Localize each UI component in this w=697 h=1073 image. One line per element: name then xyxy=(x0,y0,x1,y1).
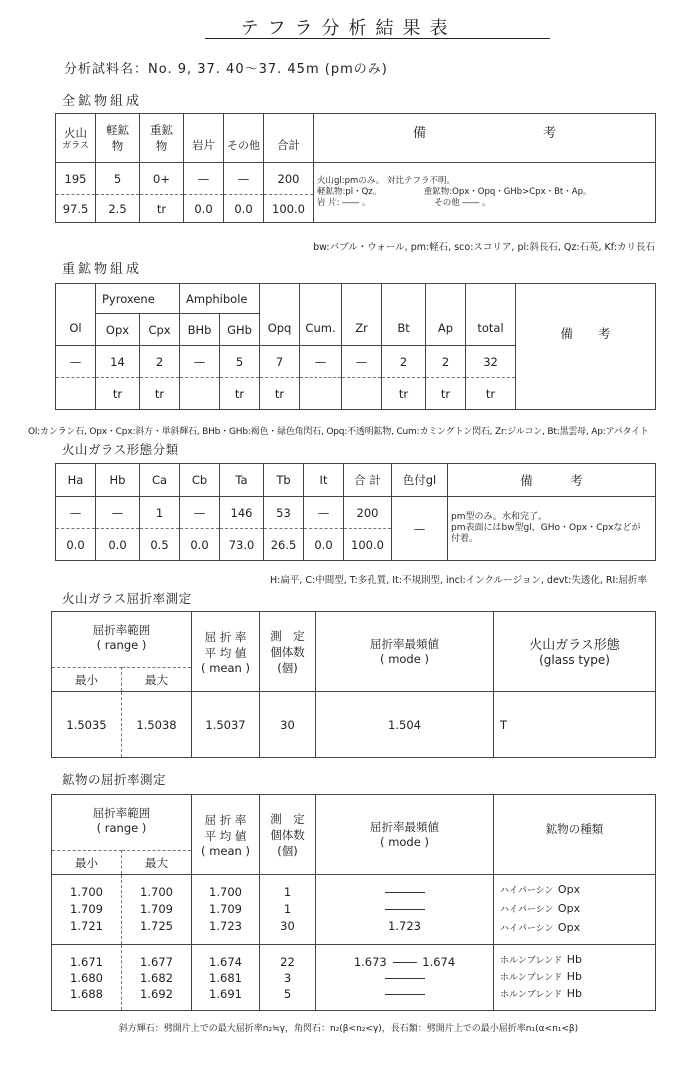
header-cb: Cb xyxy=(180,464,220,497)
cell: 2 xyxy=(426,346,466,378)
remarks-cell xyxy=(448,497,656,561)
legend-total-mineral: bw:バブル・ウォール, pm:軽石, sco:スコリア, pl:斜長石, Qz:石英, Kf:カリ長石 xyxy=(313,242,655,253)
header-colored-glass: 色付gl xyxy=(392,464,448,497)
cell xyxy=(342,378,382,410)
header-mode: 屈折率最頻値 ( mode ) xyxy=(316,795,494,875)
cell: 0.0 xyxy=(56,529,96,561)
cell: — xyxy=(300,346,342,378)
header-ap: Ap xyxy=(426,284,466,346)
header-ol: Ol xyxy=(56,284,96,346)
header-ca: Ca xyxy=(140,464,180,497)
header-max: 最大 xyxy=(122,851,192,875)
sample-label: 分析試料名：No. 9, 37. 40〜37. 45m (pmのみ) xyxy=(64,62,388,77)
cell: — xyxy=(96,497,140,529)
heavy-mineral-table xyxy=(55,283,656,410)
header-mean: 屈 折 率 平 均 値 ( mean ) xyxy=(192,612,260,692)
header-bhb: BHb xyxy=(180,314,220,346)
remark-line: pm型のみ。水和完了。 xyxy=(451,512,548,522)
header-bt: Bt xyxy=(382,284,426,346)
cell: 5 xyxy=(220,346,260,378)
cell-group1-count: 1 1 30 xyxy=(260,875,316,945)
cell-group2-kind: ホルンブレンド Hb ホルンブレンド Hb ホルンブレンド Hb xyxy=(494,945,656,1011)
header-mineral-kind: 鉱物の種類 xyxy=(494,795,656,875)
cell: 100.0 xyxy=(264,195,314,223)
header-cpx: Cpx xyxy=(140,314,180,346)
total-mineral-table xyxy=(55,113,656,223)
cell: 0.0 xyxy=(224,195,264,223)
cell: 146 xyxy=(220,497,264,529)
header-mode: 屈折率最頻値 ( mode ) xyxy=(316,612,494,692)
section-heading-glass-morphology: 火山ガラス形態分類 xyxy=(62,442,179,457)
cell-group1-mode: 1.723 xyxy=(316,875,494,945)
header-cum: Cum. xyxy=(300,284,342,346)
header-range: 屈折率範囲 ( range ) xyxy=(52,795,192,851)
glass-ri-table xyxy=(51,611,656,758)
header-range: 屈折率範囲 ( range ) xyxy=(52,612,192,668)
legend-glass-morphology: H:扁平, C:中間型, T:多孔質, It:不規則型, incl:インクルージョン, devt:失透化, RI:屈折率 xyxy=(270,575,647,586)
cell: 73.0 xyxy=(220,529,264,561)
remarks-cell xyxy=(314,163,656,223)
cell: tr xyxy=(466,378,516,410)
header-heavy-mineral: 重鉱 物 xyxy=(140,114,184,163)
cell-group1-min: 1.700 1.709 1.721 xyxy=(52,875,122,945)
header-hb: Hb xyxy=(96,464,140,497)
cell xyxy=(56,378,96,410)
cell: — xyxy=(56,497,96,529)
cell: — xyxy=(180,346,220,378)
cell-group1-kind: ハイパーシン Opx ハイパーシン Opx ハイパーシン Opx xyxy=(494,875,656,945)
cell: 5 xyxy=(96,163,140,195)
header-remarks: 備 考 xyxy=(448,464,656,497)
cell: — xyxy=(304,497,344,529)
cell-group2-mean: 1.674 1.681 1.691 xyxy=(192,945,260,1011)
cell: 100.0 xyxy=(344,529,392,561)
cell: tr xyxy=(426,378,466,410)
page-title: テフラ分析結果表 xyxy=(240,18,457,39)
section-heading-heavy-mineral: 重鉱物組成 xyxy=(62,262,143,277)
cell-group2-count: 22 3 5 xyxy=(260,945,316,1011)
section-heading-total-mineral: 全鉱物組成 xyxy=(62,94,143,109)
section-heading-mineral-ri: 鉱物の屈折率測定 xyxy=(62,772,167,787)
remark-line: 付着。 xyxy=(451,534,479,544)
cell: — xyxy=(224,163,264,195)
cell: 1.5035 xyxy=(52,692,122,758)
header-it: It xyxy=(304,464,344,497)
header-total: 合計 xyxy=(264,114,314,163)
header-total: total xyxy=(466,284,516,346)
header-zr: Zr xyxy=(342,284,382,346)
cell: T xyxy=(494,692,656,758)
cell: 1.504 xyxy=(316,692,494,758)
section-heading-glass-ri: 火山ガラス屈折率測定 xyxy=(62,591,192,606)
remark-line: 岩 片: ―― 。 その他 ―― 。 xyxy=(317,198,491,208)
header-glass-type: 火山ガラス形態 (glass type) xyxy=(494,612,656,692)
header-light-mineral: 軽鉱 物 xyxy=(96,114,140,163)
cell: 2.5 xyxy=(96,195,140,223)
cell-group2-min: 1.671 1.680 1.688 xyxy=(52,945,122,1011)
header-count: 測 定 個体数 (個) xyxy=(260,795,316,875)
cell: 200 xyxy=(264,163,314,195)
remark-line: 軽鉱物:pl・Qz。 重鉱物:Opx・Opq・GHb>Cpx・Bt・Ap。 xyxy=(317,187,592,197)
cell: tr xyxy=(260,378,300,410)
cell: 2 xyxy=(382,346,426,378)
cell: tr xyxy=(96,378,140,410)
cell: 7 xyxy=(260,346,300,378)
header-max: 最大 xyxy=(122,668,192,692)
cell: 32 xyxy=(466,346,516,378)
cell: 0.0 xyxy=(180,529,220,561)
cell: — xyxy=(184,163,224,195)
group-pyroxene: Pyroxene xyxy=(96,284,180,314)
cell: 53 xyxy=(264,497,304,529)
cell: tr xyxy=(140,378,180,410)
header-ta: Ta xyxy=(220,464,264,497)
colored-glass-cell: — xyxy=(392,497,448,561)
cell: 0.5 xyxy=(140,529,180,561)
cell: 0+ xyxy=(140,163,184,195)
cell: tr xyxy=(220,378,260,410)
cell: — xyxy=(56,346,96,378)
cell: 0.0 xyxy=(96,529,140,561)
cell: 97.5 xyxy=(56,195,96,223)
cell: 0.0 xyxy=(304,529,344,561)
cell: tr xyxy=(140,195,184,223)
cell xyxy=(180,378,220,410)
header-volcanic-glass: 火山 ガラス xyxy=(56,114,96,163)
header-mean: 屈 折 率 平 均 値 ( mean ) xyxy=(192,795,260,875)
header-opx: Opx xyxy=(96,314,140,346)
cell: — xyxy=(180,497,220,529)
header-rock-fragment: 岩片 xyxy=(184,114,224,163)
cell xyxy=(300,378,342,410)
cell: 0.0 xyxy=(184,195,224,223)
cell: 1.5038 xyxy=(122,692,192,758)
header-min: 最小 xyxy=(52,851,122,875)
cell: tr xyxy=(382,378,426,410)
remark-line: pm表面にはbw型gl，GHo・Opx・Cpxなどが xyxy=(451,523,641,533)
header-ha: Ha xyxy=(56,464,96,497)
legend-heavy-mineral: Ol:カンラン石, Opx・Cpx:斜方・単斜輝石, BHb・GHb:褐色・緑色角閃石, Opq:不透明鉱物, Cum:カミングトン閃石, Zr:ジルコン, Bt:黒雲母, Ap:アパタイト xyxy=(28,427,649,437)
cell-group2-mode: 1.673 1.674 xyxy=(316,945,494,1011)
header-remarks: 備 考 xyxy=(314,114,656,163)
header-opq: Opq xyxy=(260,284,300,346)
glass-morphology-table xyxy=(55,463,656,561)
cell: 1 xyxy=(140,497,180,529)
cell-group2-max: 1.677 1.682 1.692 xyxy=(122,945,192,1011)
cell: 200 xyxy=(344,497,392,529)
cell-group1-mean: 1.700 1.709 1.723 xyxy=(192,875,260,945)
cell: 195 xyxy=(56,163,96,195)
header-tb: Tb xyxy=(264,464,304,497)
cell: 26.5 xyxy=(264,529,304,561)
cell-group1-max: 1.700 1.709 1.725 xyxy=(122,875,192,945)
cell: 2 xyxy=(140,346,180,378)
header-ghb: GHb xyxy=(220,314,260,346)
group-amphibole: Amphibole xyxy=(180,284,260,314)
header-count: 測 定 個体数 (個) xyxy=(260,612,316,692)
footnote: 斜方輝石：劈開片上での最大屈折率n₂≒γ，角閃石：n₂(β<n₂<γ)，長石類：劈開片上での最小屈折率n₁(α<n₁<β) xyxy=(118,1024,579,1034)
cell: — xyxy=(342,346,382,378)
cell: 30 xyxy=(260,692,316,758)
header-total: 合 計 xyxy=(344,464,392,497)
remark-line: 火山gl:pmのみ。 対比テフラ不明。 xyxy=(317,176,456,186)
header-remarks: 備 考 xyxy=(516,284,656,410)
cell: 1.5037 xyxy=(192,692,260,758)
header-min: 最小 xyxy=(52,668,122,692)
cell: 14 xyxy=(96,346,140,378)
header-other: その他 xyxy=(224,114,264,163)
mineral-ri-table xyxy=(51,794,656,1011)
title-underline xyxy=(205,38,550,39)
